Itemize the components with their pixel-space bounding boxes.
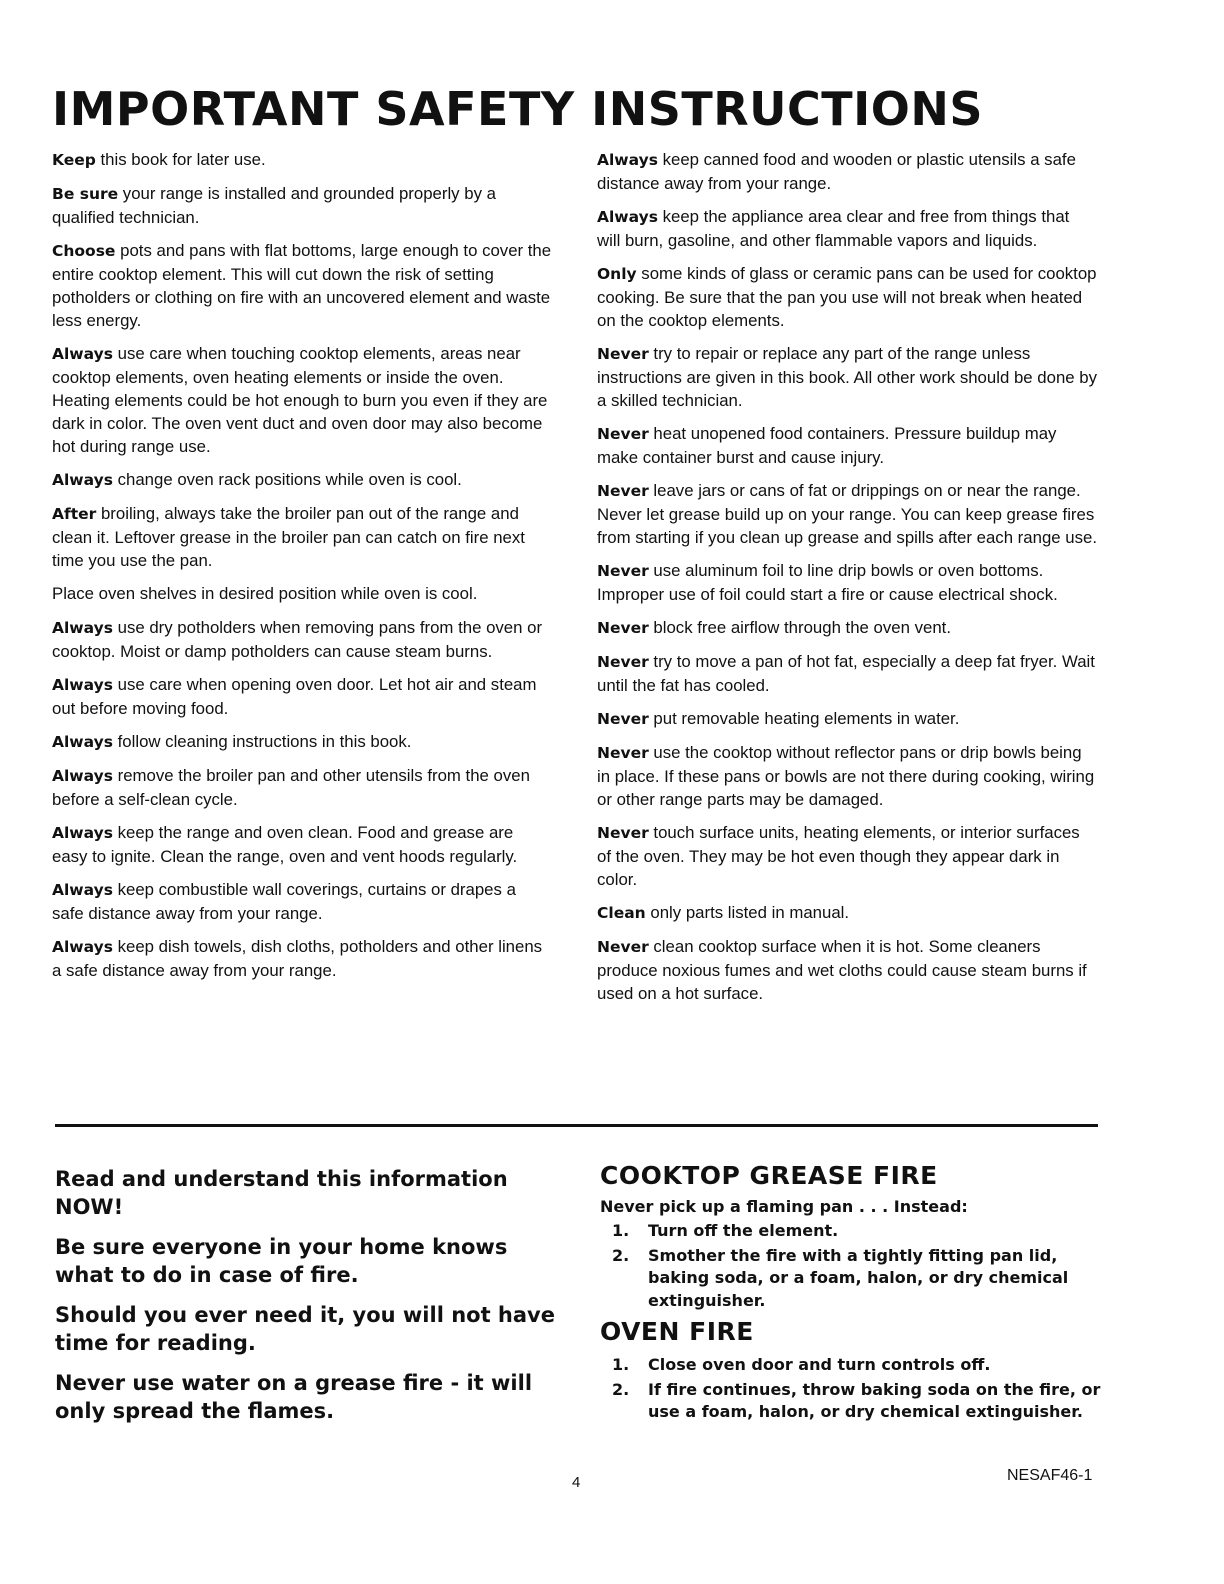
instruction-item: Never clean cooktop surface when it is hot. Some cleaners produce noxious fumes and wet cloths could cause steam burns if used on a hot surface. [597,937,1087,1003]
instruction-item: Always keep combustible wall coverings, curtains or drapes a safe distance away from your range. [52,880,516,923]
instruction-item: Never heat unopened food containers. Pressure buildup may make container burst and cause injury. [597,424,1057,467]
warning-text: Read and understand this information NOW! [55,1167,508,1219]
list-item: 1. Close oven door and turn controls off. [612,1355,991,1374]
list-item: 1. Turn off the element. [612,1221,839,1240]
warning-text: Never use water on a grease fire - it will only spread the flames. [55,1371,533,1423]
instruction-item: Always keep dish towels, dish cloths, potholders and other linens a safe distance away from your range. [52,937,543,980]
cooktop-fire-steps [600,1220,1105,1312]
instruction-item: Always use care when opening oven door. Let hot air and steam out before moving food. [52,675,537,718]
instruction-item: Always remove the broiler pan and other utensils from the oven before a self-clean cycle. [52,766,530,809]
page-number: 4 [572,1474,581,1491]
oven-fire-heading: OVEN FIRE [600,1317,754,1346]
fire-warnings [55,1165,565,1437]
cooktop-fire-subheading: Never pick up a flaming pan . . . Instead: [600,1197,968,1216]
instruction-item: Always change oven rack positions while oven is cool. [52,470,462,489]
instruction-item: Always keep the range and oven clean. Food and grease are easy to ignite. Clean the range, oven and vent hoods regularly. [52,823,518,866]
list-item: 2. Smother the fire with a tightly fitting pan lid, baking soda, or a foam, halon, or dry chemical extinguisher. [612,1245,1069,1310]
oven-fire-steps [600,1354,1105,1424]
instruction-item: Place oven shelves in desired position while oven is cool. [52,584,478,603]
list-item: 2. If fire continues, throw baking soda on the fire, or use a foam, halon, or dry chemical extinguisher. [612,1379,1101,1421]
instruction-item: Keep this book for later use. [52,150,266,169]
instruction-item: Never use aluminum foil to line drip bowls or oven bottoms. Improper use of foil could start a fire or cause electrical shock. [597,561,1058,604]
instruction-item: Never block free airflow through the oven vent. [597,618,951,637]
instruction-item: Always use dry potholders when removing pans from the oven or cooktop. Moist or damp potholders can cause steam burns. [52,618,543,661]
instruction-item: Never leave jars or cans of fat or drippings on or near the range. Never let grease build up on your range. You can keep grease fires from starting if you clean up grease and spills after each range use. [597,481,1097,547]
instruction-item: Always keep the appliance area clear and free from things that will burn, gasoline, and other flammable vapors and liquids. [597,207,1070,250]
instruction-item: Clean only parts listed in manual. [597,903,850,922]
instruction-item: Always keep canned food and wooden or plastic utensils a safe distance away from your range. [597,150,1076,193]
instruction-item: Be sure your range is installed and grounded properly by a qualified technician. [52,184,496,227]
right-instructions [597,148,1097,1015]
warning-text: Should you ever need it, you will not have time for reading. [55,1303,555,1355]
instruction-item: Only some kinds of glass or ceramic pans can be used for cooktop cooking. Be sure that the pan you use will not break when heated on the cooktop elements. [597,264,1097,330]
left-instructions [52,148,552,992]
cooktop-fire-heading: COOKTOP GREASE FIRE [600,1161,938,1190]
instruction-item: Never put removable heating elements in water. [597,709,960,728]
document-code: NESAF46-1 [1007,1467,1093,1484]
instruction-item: Never try to move a pan of hot fat, especially a deep fat fryer. Wait until the fat has cooled. [597,652,1095,695]
instruction-item: Always use care when touching cooktop elements, areas near cooktop elements, oven heating elements or inside the oven. Heating elements could be hot enough to burn you even if they are dark in color. The oven vent duct and oven door may also become hot during range use. [52,344,548,456]
instruction-item: Never touch surface units, heating elements, or interior surfaces of the oven. They may be hot even though they appear dark in color. [597,823,1080,889]
instruction-item: Never try to repair or replace any part of the range unless instructions are given in this book. All other work should be done by a skilled technician. [597,344,1097,410]
section-divider [55,1124,1098,1127]
warning-text: Be sure everyone in your home knows what to do in case of fire. [55,1235,508,1287]
instruction-item: Never use the cooktop without reflector pans or drip bowls being in place. If these pans or bowls are not there during cooking, wiring or other range parts may be damaged. [597,743,1095,809]
instruction-item: After broiling, always take the broiler pan out of the range and clean it. Leftover grease in the broiler pan can catch on fire next time you use the pan. [52,504,525,570]
page-title: IMPORTANT SAFETY INSTRUCTIONS [52,82,984,136]
instruction-item: Always follow cleaning instructions in this book. [52,732,412,751]
fire-procedures [600,1160,1105,1428]
instruction-item: Choose pots and pans with flat bottoms, large enough to cover the entire cooktop element. This will cut down the risk of setting potholders or clothing on fire with an uncovered element and waste less energy. [52,241,552,330]
